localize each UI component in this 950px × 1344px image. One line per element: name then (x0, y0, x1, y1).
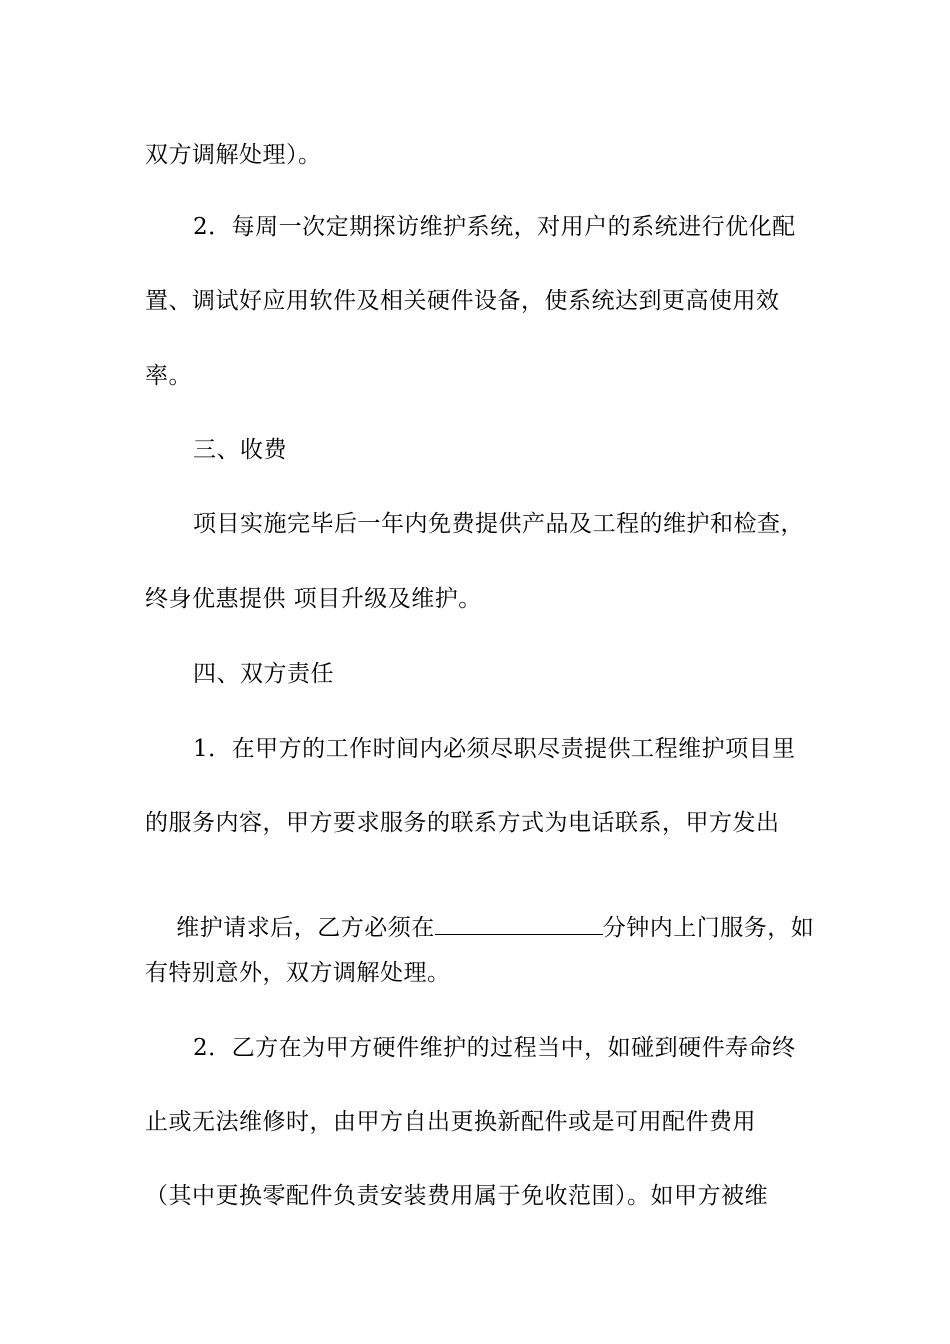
paragraph-line: （其中更换零配件负责安装费用属于免收范围）。如甲方被维 (145, 1183, 768, 1209)
section-heading: 四、双方责任 (193, 661, 334, 687)
paragraph-line: 的服务内容，甲方要求服务的联系方式为电话联系，甲方发出 (145, 810, 780, 836)
section-heading: 三、收费 (193, 437, 287, 463)
paragraph-line: 置、调试好应用软件及相关硬件设备，使系统达到更高使用效 (145, 288, 780, 314)
paragraph-line: 率。 (145, 363, 192, 389)
paragraph-text: 维护请求后，乙方必须在 (176, 915, 435, 941)
paragraph-line: 双方调解处理）。 (145, 142, 322, 168)
paragraph-line: 终身优惠提供 项目升级及维护。 (145, 586, 482, 612)
paragraph-line: 有特别意外，双方调解处理。 (145, 960, 451, 986)
paragraph-line: 项目实施完毕后一年内免费提供产品及工程的维护和检查， (193, 511, 804, 537)
paragraph-line: 2．每周一次定期探访维护系统，对用户的系统进行优化配 (193, 214, 796, 240)
paragraph-line: 止或无法维修时，由甲方自出更换新配件或是可用配件费用 (145, 1109, 756, 1135)
paragraph-line: 1．在甲方的工作时间内必须尽职尽责提供工程维护项目里 (193, 736, 796, 762)
paragraph-line: 2．乙方在为甲方硬件维护的过程当中，如碰到硬件寿命终 (193, 1035, 796, 1061)
fill-in-blank (435, 914, 603, 935)
paragraph-text: 分钟内上门服务，如 (602, 915, 815, 941)
